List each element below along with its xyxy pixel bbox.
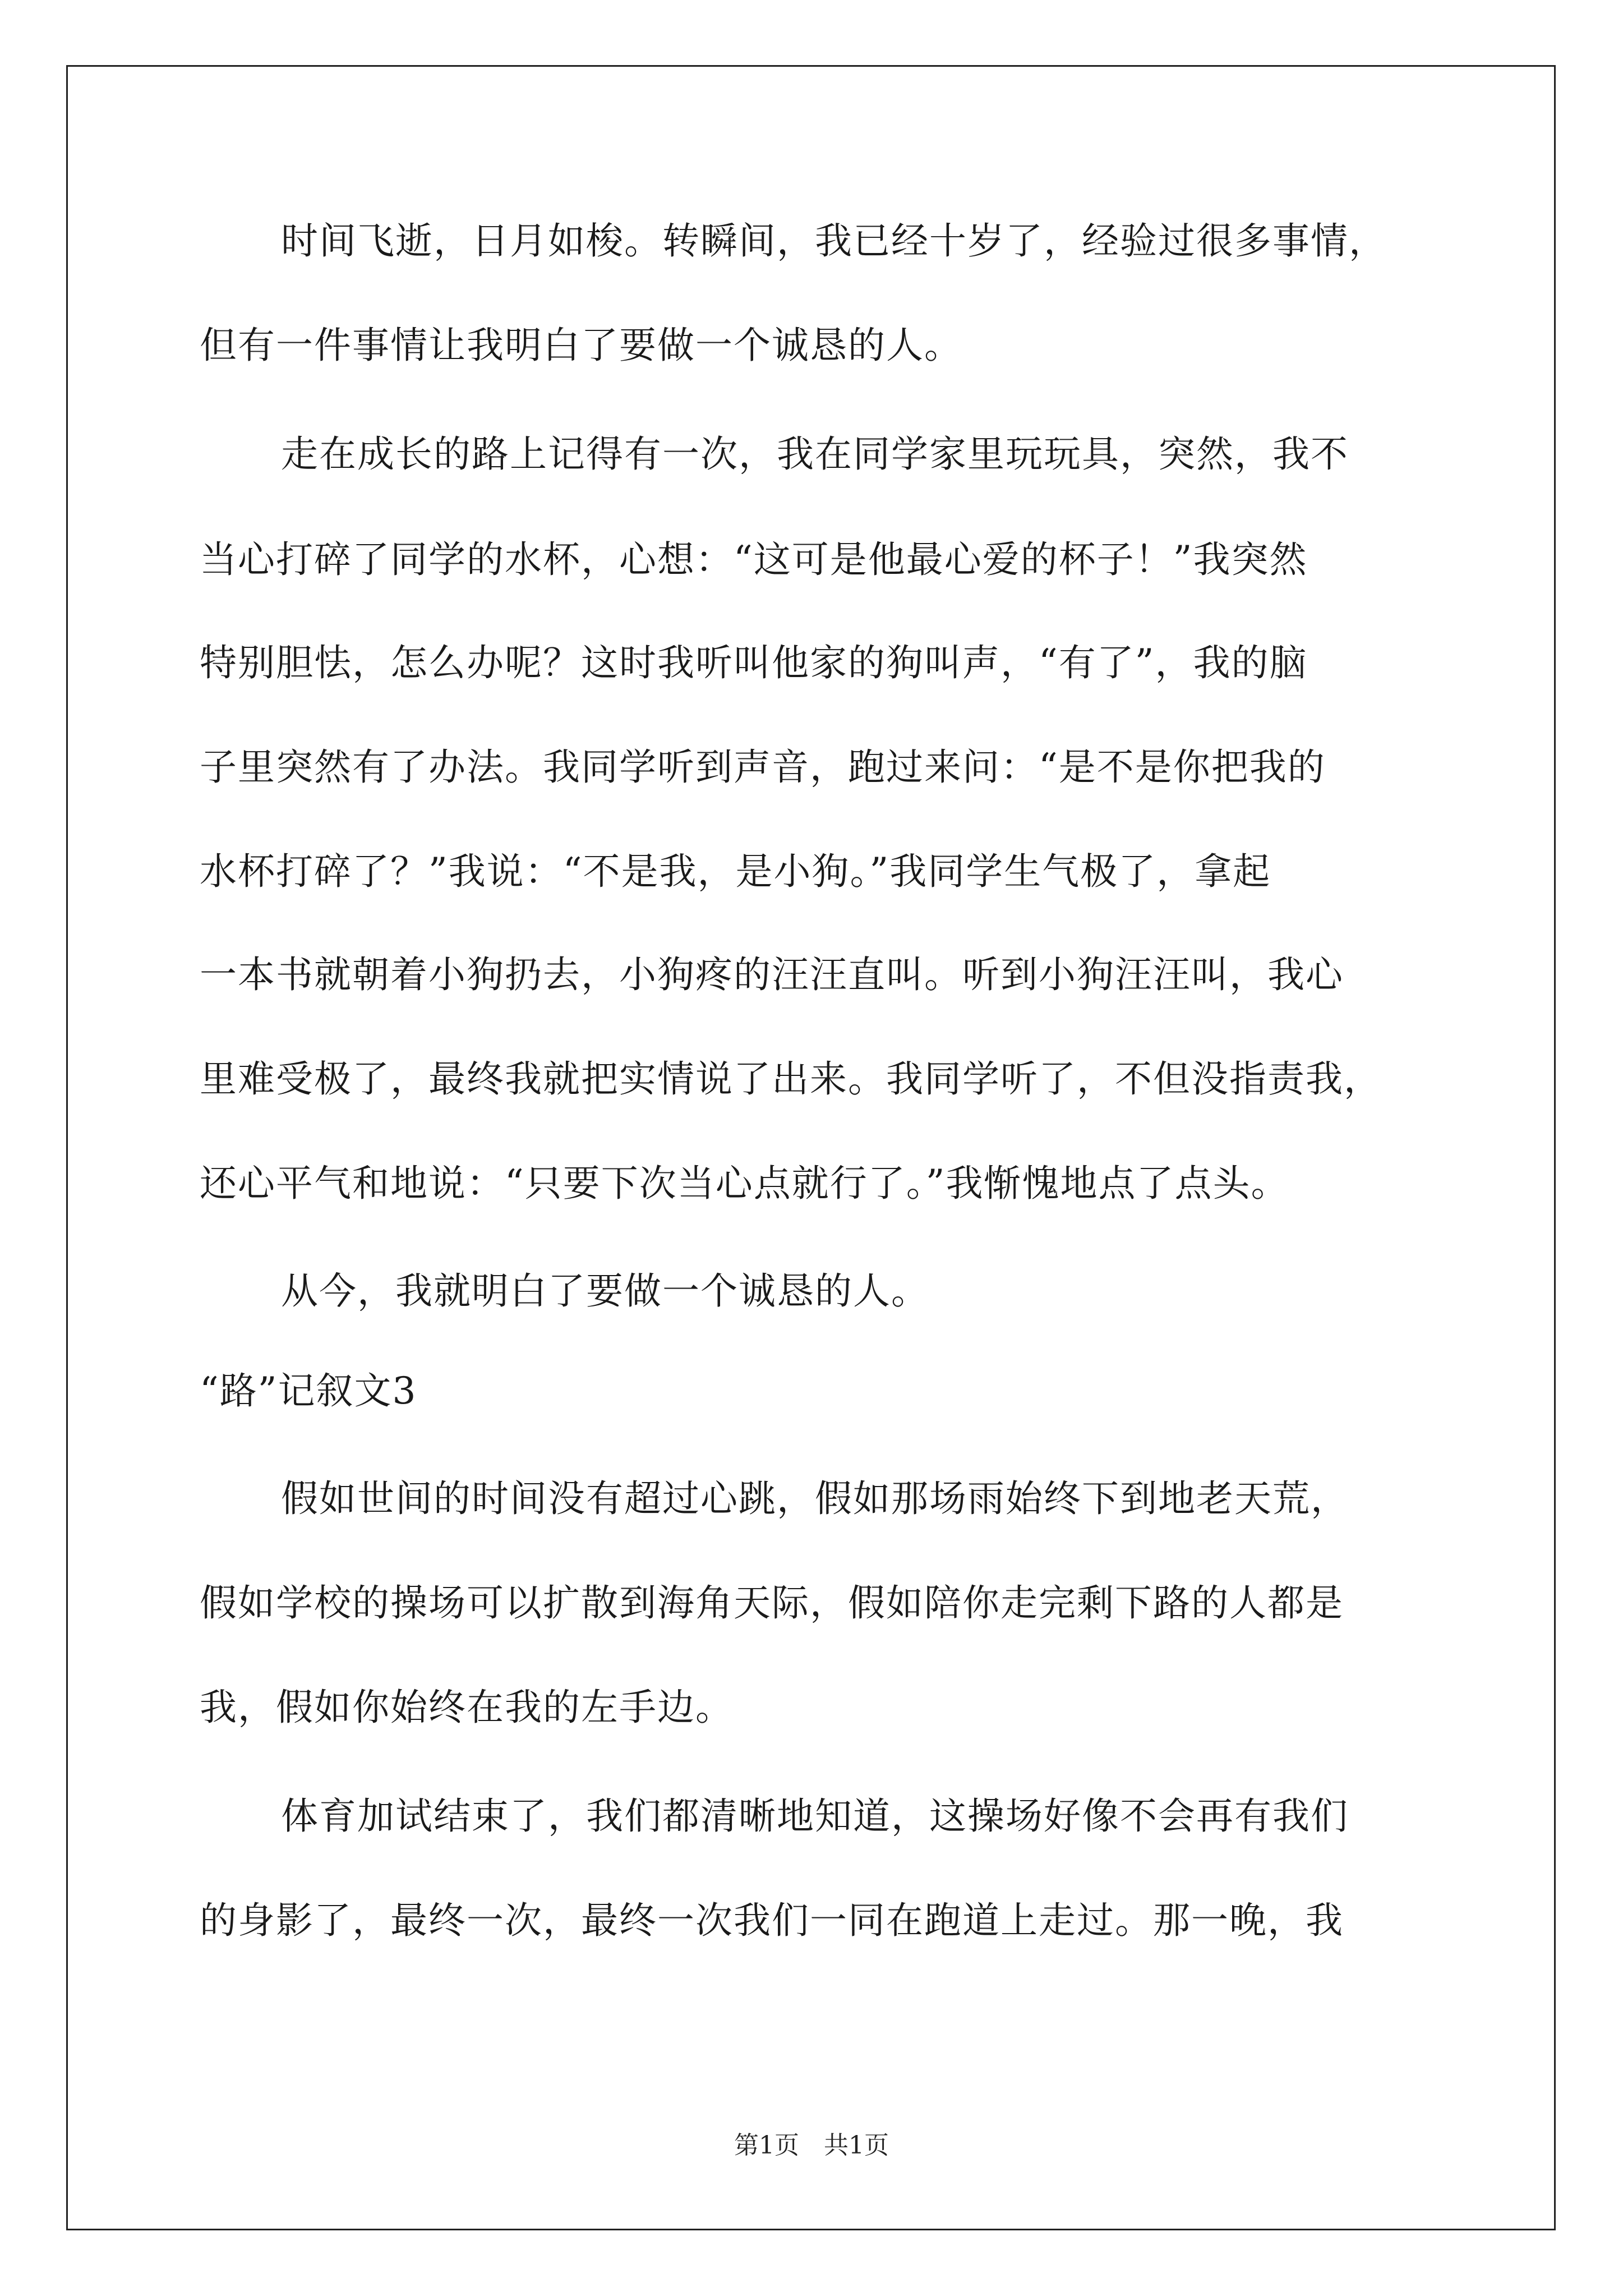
paragraph-4-line-3: 我，假如你始终在我的左手边。 bbox=[200, 1686, 734, 1729]
paragraph-1-line-1: 时间飞逝，日月如梭。转瞬间，我已经十岁了，经验过很多事情， bbox=[281, 219, 1387, 263]
paragraph-4-line-1: 假如世间的时间没有超过心跳，假如那场雨始终下到地老天荒， bbox=[281, 1477, 1349, 1520]
section-title: “路”记叙文3 bbox=[200, 1369, 417, 1412]
paragraph-4-line-2: 假如学校的操场可以扩散到海角天际，假如陪你走完剩下路的人都是 bbox=[200, 1581, 1344, 1625]
page-number-footer: 第1页 共1页 bbox=[734, 2131, 889, 2160]
paragraph-2-line-1: 走在成长的路上记得有一次，我在同学家里玩玩具，突然，我不 bbox=[281, 432, 1349, 476]
paragraph-5-line-2: 的身影了，最终一次，最终一次我们一同在跑道上走过。那一晚，我 bbox=[200, 1899, 1344, 1942]
paragraph-5-line-1: 体育加试结束了，我们都清晰地知道，这操场好像不会再有我们 bbox=[281, 1795, 1349, 1838]
paragraph-3-line-1: 从今，我就明白了要做一个诚恳的人。 bbox=[281, 1269, 929, 1313]
paragraph-2-line-4: 子里突然有了办法。我同学听到声音，跑过来问：“是不是你把我的 bbox=[200, 746, 1326, 789]
paragraph-2-line-7: 里难受极了，最终我就把实情说了出来。我同学听了，不但没指责我， bbox=[200, 1057, 1382, 1101]
paragraph-2-line-2: 当心打碎了同学的水杯，心想：“这可是他最心爱的杯子！”我突然 bbox=[200, 538, 1308, 581]
paragraph-2-line-5: 水杯打碎了？”我说：“不是我，是小狗。”我同学生气极了，拿起 bbox=[200, 850, 1271, 893]
paragraph-2-line-8: 还心平气和地说：“只要下次当心点就行了。”我惭愧地点了点头。 bbox=[200, 1162, 1289, 1205]
paragraph-1-line-2: 但有一件事情让我明白了要做一个诚恳的人。 bbox=[200, 324, 962, 367]
paragraph-2-line-3: 特别胆怯，怎么办呢？这时我听叫他家的狗叫声，“有了”，我的脑 bbox=[200, 641, 1308, 684]
paragraph-2-line-6: 一本书就朝着小狗扔去，小狗疼的汪汪直叫。听到小狗汪汪叫，我心 bbox=[200, 953, 1344, 996]
